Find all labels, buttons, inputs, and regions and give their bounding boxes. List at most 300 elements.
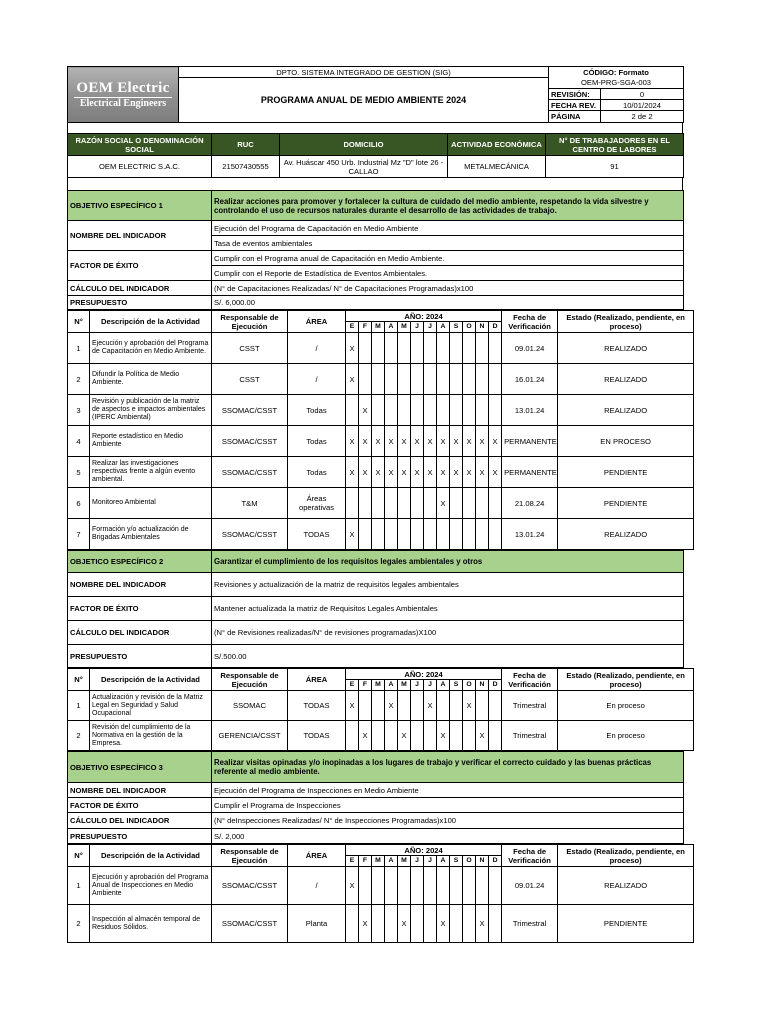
activity-verification-date: 13.01.24 — [502, 395, 558, 426]
activity-description: Revisión y publicación de la matriz de aspectos e impactos ambientales (IPERC Ambiental) — [90, 395, 212, 426]
month-mark — [424, 519, 437, 550]
activity-number: 3 — [68, 395, 90, 426]
col-num-header: N° — [68, 845, 90, 867]
month-mark: X — [476, 721, 489, 751]
activity-status: REALIZADO — [558, 395, 694, 426]
activity-area: / — [288, 364, 346, 395]
col-num-header: N° — [68, 669, 90, 691]
activity-responsible: T&M — [212, 488, 288, 519]
activity-status: PENDIENTE — [558, 457, 694, 488]
month-header: N — [476, 856, 489, 867]
month-mark — [372, 333, 385, 364]
objective-2-text: Garantizar el cumplimiento de los requisitos legales ambientales y otros — [212, 551, 684, 573]
col-year-header: AÑO: 2024 — [346, 311, 502, 322]
col-area-header: ÁREA — [288, 311, 346, 333]
month-header: M — [398, 322, 411, 333]
activity-status: PENDIENTE — [558, 905, 694, 943]
month-mark — [463, 395, 476, 426]
activity-responsible: GERENCIA/CSST — [212, 721, 288, 751]
col-year-header: AÑO: 2024 — [346, 669, 502, 680]
activity-responsible: CSST — [212, 333, 288, 364]
month-mark: X — [359, 905, 372, 943]
activity-row — [68, 867, 694, 905]
month-mark — [489, 488, 502, 519]
month-header: S — [450, 680, 463, 691]
month-mark — [476, 364, 489, 395]
month-mark: X — [489, 426, 502, 457]
month-mark: X — [346, 333, 359, 364]
month-mark — [385, 721, 398, 751]
fecha-rev-value: 10/01/2024 — [601, 100, 684, 111]
month-mark — [450, 364, 463, 395]
col-fecha-header: Fecha de Verificación — [502, 845, 558, 867]
month-mark — [372, 691, 385, 721]
month-header: F — [359, 856, 372, 867]
objective-3-label: OBJETIVO ESPECÍFICO 3 — [68, 752, 212, 783]
obj1-calculo-label: CÁLCULO DEL INDICADOR — [68, 281, 212, 296]
activity-responsible: SSOMAC/CSST — [212, 395, 288, 426]
month-mark: X — [437, 905, 450, 943]
month-mark: X — [476, 457, 489, 488]
activity-verification-date: Trimestral — [502, 905, 558, 943]
month-mark: X — [437, 488, 450, 519]
month-mark: X — [424, 691, 437, 721]
month-header: M — [372, 322, 385, 333]
activity-status: REALIZADO — [558, 519, 694, 550]
month-header: J — [424, 856, 437, 867]
obj1-factor-1: Cumplir con el Programa anual de Capacitación en Medio Ambiente. — [212, 251, 684, 266]
obj2-factor-label: FACTOR DE ÉXITO — [68, 597, 212, 621]
col-desc-header: Descripción de la Actividad — [90, 669, 212, 691]
trabajadores-header: N° DE TRABAJADORES EN EL CENTRO DE LABORES — [546, 134, 684, 156]
activity-row — [68, 905, 694, 943]
month-mark: X — [372, 426, 385, 457]
ruc-value: 21507430555 — [212, 156, 280, 178]
col-estado-header: Estado (Realizado, pendiente, en proceso) — [558, 311, 694, 333]
activity-area: Todas — [288, 457, 346, 488]
month-header: M — [372, 856, 385, 867]
month-header: E — [346, 322, 359, 333]
month-mark — [424, 364, 437, 395]
month-mark — [372, 519, 385, 550]
activity-description: Revisión del cumplimiento de la Normativa en la gestión de la Empresa. — [90, 721, 212, 751]
activity-area: Planta — [288, 905, 346, 943]
month-mark — [411, 691, 424, 721]
month-header: J — [424, 322, 437, 333]
obj1-presupuesto: S/. 6,000.00 — [212, 296, 684, 310]
month-header: J — [411, 856, 424, 867]
revision-label: REVISIÓN: — [549, 89, 601, 100]
month-mark: X — [411, 426, 424, 457]
activity-description: Monitoreo Ambiental — [90, 488, 212, 519]
month-mark: X — [450, 426, 463, 457]
month-mark — [489, 691, 502, 721]
month-mark — [437, 333, 450, 364]
month-mark — [476, 867, 489, 905]
month-header: A — [385, 680, 398, 691]
month-header: S — [450, 322, 463, 333]
month-mark — [372, 364, 385, 395]
month-mark — [398, 691, 411, 721]
pagina-value: 2 de 2 — [601, 111, 684, 123]
col-area-header: ÁREA — [288, 845, 346, 867]
month-mark — [476, 395, 489, 426]
month-mark — [450, 519, 463, 550]
activity-description: Ejecución y aprobación del Programa Anual de Inspecciones en Medio Ambiente — [90, 867, 212, 905]
month-mark: X — [411, 457, 424, 488]
obj1-nombre-2: Tasa de eventos ambientales — [212, 236, 684, 251]
month-mark — [450, 691, 463, 721]
month-mark: X — [346, 691, 359, 721]
month-mark — [359, 364, 372, 395]
activity-area: TODAS — [288, 519, 346, 550]
activity-description: Inspección al almacén temporal de Residuos Sólidos. — [90, 905, 212, 943]
obj3-calculo: (N° deInspecciones Realizadas/ N° de Inspecciones Programadas)x100 — [212, 813, 684, 829]
month-mark — [359, 867, 372, 905]
obj3-nombre-label: NOMBRE DEL INDICADOR — [68, 783, 212, 798]
obj1-factor-2: Cumplir con el Reporte de Estadística de Eventos Ambientales. — [212, 266, 684, 281]
month-mark: X — [450, 457, 463, 488]
domicilio-value: Av. Huáscar 450 Urb. Industrial Mz "D" lote 26 - CALLAO — [280, 156, 448, 178]
obj1-nombre-label: NOMBRE DEL INDICADOR — [68, 221, 212, 251]
month-mark — [463, 488, 476, 519]
month-mark — [372, 395, 385, 426]
month-mark — [411, 905, 424, 943]
month-mark — [359, 519, 372, 550]
month-header: O — [463, 680, 476, 691]
activity-row — [68, 519, 694, 550]
month-mark: X — [398, 457, 411, 488]
codigo-value: OEM-PRG-SGA-003 — [549, 78, 684, 89]
col-estado-header: Estado (Realizado, pendiente, en proceso) — [558, 669, 694, 691]
month-header: M — [372, 680, 385, 691]
month-mark — [424, 395, 437, 426]
fecha-rev-label: FECHA REV. — [549, 100, 601, 111]
activity-row — [68, 395, 694, 426]
activity-responsible: SSOMAC/CSST — [212, 905, 288, 943]
activity-verification-date: 13.01.24 — [502, 519, 558, 550]
month-mark: X — [424, 426, 437, 457]
obj2-nombre-label: NOMBRE DEL INDICADOR — [68, 573, 212, 597]
month-mark — [346, 905, 359, 943]
month-mark — [450, 395, 463, 426]
month-mark — [489, 905, 502, 943]
activity-verification-date: PERMANENTE — [502, 426, 558, 457]
month-mark — [450, 721, 463, 751]
month-header: D — [489, 680, 502, 691]
obj1-nombre-1: Ejecución del Programa de Capacitación en Medio Ambiente — [212, 221, 684, 236]
trabajadores-value: 91 — [546, 156, 684, 178]
col-year-header: AÑO: 2024 — [346, 845, 502, 856]
month-mark: X — [359, 721, 372, 751]
obj1-factor-label: FACTOR DE ÉXITO — [68, 251, 212, 281]
codigo-label: CÓDIGO: Formato — [549, 67, 684, 78]
month-header: O — [463, 856, 476, 867]
month-mark — [372, 867, 385, 905]
col-resp-header: Responsable de Ejecución — [212, 311, 288, 333]
month-mark — [489, 364, 502, 395]
col-desc-header: Descripción de la Actividad — [90, 311, 212, 333]
month-mark — [463, 519, 476, 550]
activity-responsible: CSST — [212, 364, 288, 395]
month-mark — [398, 519, 411, 550]
activity-responsible: SSOMAC — [212, 691, 288, 721]
activity-area: / — [288, 867, 346, 905]
objective-3-activities — [67, 844, 694, 943]
month-mark — [424, 905, 437, 943]
activity-area: TODAS — [288, 691, 346, 721]
activity-number: 2 — [68, 721, 90, 751]
revision-value: 0 — [601, 89, 684, 100]
month-header: J — [424, 680, 437, 691]
activity-number: 4 — [68, 426, 90, 457]
activity-responsible: SSOMAC/CSST — [212, 426, 288, 457]
activity-number: 1 — [68, 691, 90, 721]
month-mark: X — [346, 457, 359, 488]
month-header: O — [463, 322, 476, 333]
month-mark — [489, 867, 502, 905]
month-mark: X — [398, 426, 411, 457]
col-fecha-header: Fecha de Verificación — [502, 311, 558, 333]
month-mark — [489, 721, 502, 751]
month-mark — [398, 488, 411, 519]
activity-row — [68, 457, 694, 488]
obj1-calculo: (N° de Capacitaciones Realizadas/ N° de Capacitaciones Programadas)x100 — [212, 281, 684, 296]
col-resp-header: Responsable de Ejecución — [212, 845, 288, 867]
month-mark — [437, 364, 450, 395]
month-mark — [411, 333, 424, 364]
month-mark — [450, 488, 463, 519]
activity-number: 6 — [68, 488, 90, 519]
month-mark: X — [476, 905, 489, 943]
activity-number: 2 — [68, 905, 90, 943]
month-mark: X — [489, 457, 502, 488]
activity-responsible: SSOMAC/CSST — [212, 519, 288, 550]
objective-1-info — [67, 190, 684, 310]
objective-1-activities — [67, 310, 694, 550]
activity-status: En proceso — [558, 721, 694, 751]
obj3-presupuesto-label: PRESUPUESTO — [68, 829, 212, 844]
month-mark: X — [372, 457, 385, 488]
month-mark — [463, 333, 476, 364]
month-mark: X — [398, 905, 411, 943]
activity-status: EN PROCESO — [558, 426, 694, 457]
col-estado-header: Estado (Realizado, pendiente, en proceso) — [558, 845, 694, 867]
month-mark — [385, 905, 398, 943]
month-mark: X — [424, 457, 437, 488]
objective-1-text: Realizar acciones para promover y fortalecer la cultura de cuidado del medio ambiente, respetando la vida silvestre y controlando el uso de recursos naturales durante el desarrollo de las actividades de trabajo. — [212, 191, 684, 221]
activity-status: REALIZADO — [558, 867, 694, 905]
month-mark — [424, 333, 437, 364]
activity-description: Actualización y revisión de la Matriz Legal en Seguridad y Salud Ocupacional — [90, 691, 212, 721]
company-table — [67, 133, 684, 178]
objective-3-info — [67, 751, 684, 844]
month-mark: X — [359, 457, 372, 488]
activity-area: TODAS — [288, 721, 346, 751]
activity-status: REALIZADO — [558, 333, 694, 364]
month-header: N — [476, 322, 489, 333]
activity-area: Áreas operativas — [288, 488, 346, 519]
month-mark: X — [346, 519, 359, 550]
month-mark — [385, 395, 398, 426]
objective-2-activities — [67, 668, 694, 751]
activity-verification-date: Trimestral — [502, 721, 558, 751]
month-header: N — [476, 680, 489, 691]
month-mark — [424, 721, 437, 751]
month-header: M — [398, 680, 411, 691]
obj3-nombre: Ejecución del Programa de Inspecciones en Medio Ambiente — [212, 783, 684, 798]
month-mark — [385, 333, 398, 364]
activity-area: Todas — [288, 395, 346, 426]
company-logo — [68, 67, 179, 123]
month-mark: X — [346, 364, 359, 395]
activity-area: Todas — [288, 426, 346, 457]
razon-value: OEM ELECTRIC S.A.C. — [68, 156, 212, 178]
activity-row — [68, 333, 694, 364]
col-num-header: N° — [68, 311, 90, 333]
month-mark — [411, 488, 424, 519]
obj2-factor: Mantener actualizada la matriz de Requisitos Legales Ambientales — [212, 597, 684, 621]
activity-description: Formación y/o actualización de Brigadas Ambientales — [90, 519, 212, 550]
activity-verification-date: Trimestral — [502, 691, 558, 721]
month-mark: X — [437, 426, 450, 457]
activity-number: 7 — [68, 519, 90, 550]
month-mark — [398, 333, 411, 364]
activity-description: Reporte estadístico en Medio Ambiente — [90, 426, 212, 457]
month-mark: X — [476, 426, 489, 457]
month-mark — [476, 691, 489, 721]
month-mark: X — [398, 721, 411, 751]
activity-row — [68, 721, 694, 751]
activity-verification-date: 16.01.24 — [502, 364, 558, 395]
activity-row — [68, 691, 694, 721]
activity-number: 1 — [68, 333, 90, 364]
month-mark — [463, 721, 476, 751]
objective-2-label: OBJETICO ESPECÍFICO 2 — [68, 551, 212, 573]
header-table — [67, 66, 684, 123]
pagina-label: PÁGINA — [549, 111, 601, 123]
month-mark — [437, 867, 450, 905]
month-mark: X — [463, 691, 476, 721]
col-fecha-header: Fecha de Verificación — [502, 669, 558, 691]
month-mark — [489, 519, 502, 550]
month-mark — [424, 488, 437, 519]
month-mark — [385, 519, 398, 550]
month-mark — [359, 691, 372, 721]
program-sheet — [67, 66, 683, 943]
actividad-header: ACTIVIDAD ECONÓMICA — [448, 134, 546, 156]
obj1-presupuesto-label: PRESUPUESTO — [68, 296, 212, 310]
obj2-calculo: (N° de Revisiones realizadas/N° de revisiones programadas)X100 — [212, 621, 684, 645]
month-mark: X — [385, 691, 398, 721]
razon-header: RAZÓN SOCIAL O DENOMINACIÓN SOCIAL — [68, 134, 212, 156]
month-mark — [463, 364, 476, 395]
month-mark — [450, 333, 463, 364]
month-header: D — [489, 322, 502, 333]
month-mark — [385, 488, 398, 519]
month-mark: X — [385, 457, 398, 488]
month-mark: X — [346, 426, 359, 457]
month-header: A — [437, 322, 450, 333]
objective-2-info — [67, 550, 684, 668]
month-mark — [372, 721, 385, 751]
activity-responsible: SSOMAC/CSST — [212, 457, 288, 488]
month-mark — [450, 867, 463, 905]
month-header: F — [359, 680, 372, 691]
month-mark — [372, 488, 385, 519]
month-mark — [346, 488, 359, 519]
obj2-activity-body — [68, 669, 694, 751]
month-mark — [476, 519, 489, 550]
department-label: DPTO. SISTEMA INTEGRADO DE GESTION (SIG) — [179, 67, 549, 78]
activity-status: PENDIENTE — [558, 488, 694, 519]
objective-3-text: Realizar visitas opinadas y/o inopinadas a los lugares de trabajo y verificar el correcto cuidado y las buenas prácticas referente al medio ambiente. — [212, 752, 684, 783]
month-header: J — [411, 322, 424, 333]
month-mark: X — [385, 426, 398, 457]
month-mark: X — [463, 457, 476, 488]
month-header: A — [437, 856, 450, 867]
activity-row — [68, 426, 694, 457]
activity-verification-date: PERMANENTE — [502, 457, 558, 488]
logo-line2: Electrical Engineers — [74, 97, 172, 110]
month-header: D — [489, 856, 502, 867]
month-mark — [411, 364, 424, 395]
actividad-value: METALMECÁNICA — [448, 156, 546, 178]
month-header: J — [411, 680, 424, 691]
obj3-activity-body — [68, 845, 694, 943]
activity-area: / — [288, 333, 346, 364]
month-mark — [489, 333, 502, 364]
month-mark: X — [463, 426, 476, 457]
obj2-presupuesto-label: PRESUPUESTO — [68, 645, 212, 668]
month-mark — [476, 488, 489, 519]
obj3-calculo-label: CÁLCULO DEL INDICADOR — [68, 813, 212, 829]
month-mark — [450, 905, 463, 943]
month-mark: X — [437, 721, 450, 751]
month-mark — [411, 519, 424, 550]
obj2-nombre: Revisiones y actualización de la matriz de requisitos legales ambientales — [212, 573, 684, 597]
activity-verification-date: 09.01.24 — [502, 867, 558, 905]
activity-number: 1 — [68, 867, 90, 905]
month-header: A — [385, 856, 398, 867]
month-mark — [346, 721, 359, 751]
month-header: M — [398, 856, 411, 867]
month-mark — [463, 905, 476, 943]
month-mark — [385, 867, 398, 905]
month-mark — [398, 395, 411, 426]
month-mark — [411, 867, 424, 905]
activity-status: En proceso — [558, 691, 694, 721]
activity-description: Realizar las investigaciones respectivas frente a algún evento ambiental. — [90, 457, 212, 488]
month-mark — [359, 488, 372, 519]
activity-row — [68, 488, 694, 519]
month-mark — [463, 867, 476, 905]
month-mark — [437, 691, 450, 721]
logo-line1: OEM Electric — [76, 80, 170, 96]
month-mark — [411, 395, 424, 426]
activity-number: 2 — [68, 364, 90, 395]
month-header: F — [359, 322, 372, 333]
month-mark — [411, 721, 424, 751]
activity-status: REALIZADO — [558, 364, 694, 395]
obj2-calculo-label: CÁLCULO DEL INDICADOR — [68, 621, 212, 645]
month-mark — [489, 395, 502, 426]
activity-row — [68, 364, 694, 395]
month-mark — [437, 395, 450, 426]
month-mark — [359, 333, 372, 364]
month-mark: X — [359, 395, 372, 426]
objective-1-label: OBJETIVO ESPECÍFICO 1 — [68, 191, 212, 221]
